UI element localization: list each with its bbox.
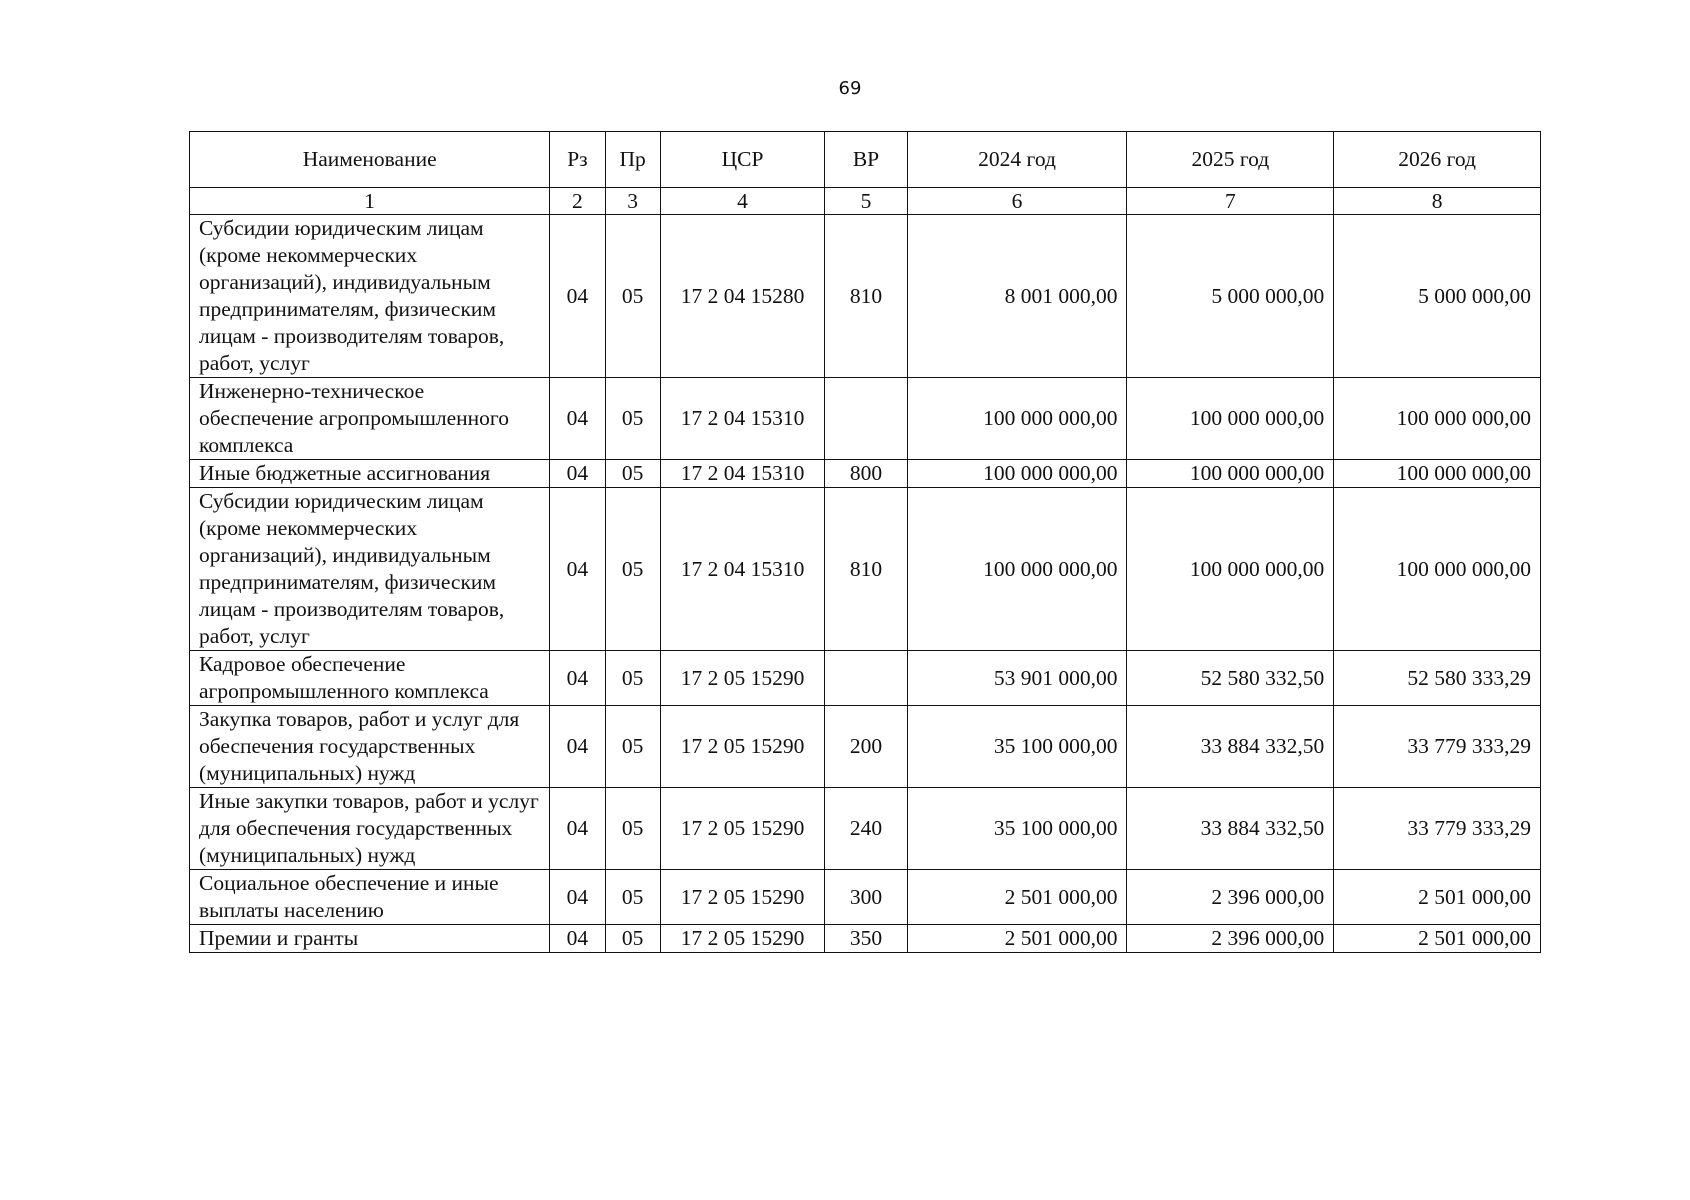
row-pr: 05: [605, 215, 660, 378]
row-name: Закупка товаров, работ и услуг для обеспечения государственных (муниципальных) нужд: [190, 706, 550, 788]
row-csr: 17 2 05 15290: [660, 788, 825, 870]
header-2024: 2024 год: [907, 132, 1127, 188]
row-csr: 17 2 05 15290: [660, 706, 825, 788]
row-2025: 52 580 332,50: [1127, 651, 1334, 706]
row-pr: 05: [605, 460, 660, 488]
table-row: [190, 651, 1541, 706]
column-number: 6: [907, 188, 1127, 215]
row-2024: 2 501 000,00: [907, 870, 1127, 925]
row-vr: [825, 378, 907, 460]
row-2026: 33 779 333,29: [1334, 788, 1541, 870]
row-vr: 300: [825, 870, 907, 925]
column-number: 4: [660, 188, 825, 215]
budget-table: [189, 131, 1541, 953]
row-pr: 05: [605, 488, 660, 651]
table-row: [190, 460, 1541, 488]
row-csr: 17 2 04 15310: [660, 378, 825, 460]
row-2025: 33 884 332,50: [1127, 788, 1334, 870]
row-2025: 100 000 000,00: [1127, 488, 1334, 651]
column-number: 8: [1334, 188, 1541, 215]
row-vr: [825, 651, 907, 706]
row-name: Кадровое обеспечение агропромышленного комплекса: [190, 651, 550, 706]
row-csr: 17 2 04 15280: [660, 215, 825, 378]
row-2026: 100 000 000,00: [1334, 488, 1541, 651]
row-vr: 800: [825, 460, 907, 488]
row-csr: 17 2 05 15290: [660, 925, 825, 953]
row-csr: 17 2 05 15290: [660, 651, 825, 706]
header-name: Наименование: [190, 132, 550, 188]
row-2024: 53 901 000,00: [907, 651, 1127, 706]
header-2025: 2025 год: [1127, 132, 1334, 188]
row-2024: 8 001 000,00: [907, 215, 1127, 378]
row-2024: 100 000 000,00: [907, 378, 1127, 460]
row-2025: 33 884 332,50: [1127, 706, 1334, 788]
header-row: [190, 132, 1541, 188]
row-vr: 350: [825, 925, 907, 953]
column-number-row: [190, 188, 1541, 215]
row-2024: 100 000 000,00: [907, 460, 1127, 488]
column-number: 2: [550, 188, 605, 215]
table-row: [190, 925, 1541, 953]
row-pr: 05: [605, 925, 660, 953]
row-csr: 17 2 04 15310: [660, 488, 825, 651]
row-rz: 04: [550, 925, 605, 953]
row-2025: 2 396 000,00: [1127, 870, 1334, 925]
header-rz: Рз: [550, 132, 605, 188]
column-number: 3: [605, 188, 660, 215]
table-row: [190, 870, 1541, 925]
row-2026: 100 000 000,00: [1334, 378, 1541, 460]
table-row: [190, 788, 1541, 870]
row-2025: 2 396 000,00: [1127, 925, 1334, 953]
row-rz: 04: [550, 651, 605, 706]
row-2025: 100 000 000,00: [1127, 378, 1334, 460]
table-row: [190, 378, 1541, 460]
row-name: Субсидии юридическим лицам (кроме некоммерческих организаций), индивидуальным предпринимателям, физическим лицам - производителям товаров, работ, услуг: [190, 488, 550, 651]
row-csr: 17 2 04 15310: [660, 460, 825, 488]
row-rz: 04: [550, 870, 605, 925]
row-name: Премии и гранты: [190, 925, 550, 953]
row-2026: 33 779 333,29: [1334, 706, 1541, 788]
column-number: 1: [190, 188, 550, 215]
row-2026: 52 580 333,29: [1334, 651, 1541, 706]
row-rz: 04: [550, 378, 605, 460]
header-vr: ВР: [825, 132, 907, 188]
table-row: [190, 488, 1541, 651]
column-number: 7: [1127, 188, 1334, 215]
row-rz: 04: [550, 460, 605, 488]
page-number: 69: [838, 78, 862, 99]
row-2024: 35 100 000,00: [907, 788, 1127, 870]
row-vr: 200: [825, 706, 907, 788]
row-vr: 810: [825, 488, 907, 651]
row-rz: 04: [550, 788, 605, 870]
row-pr: 05: [605, 706, 660, 788]
row-rz: 04: [550, 488, 605, 651]
row-pr: 05: [605, 651, 660, 706]
row-vr: 240: [825, 788, 907, 870]
row-2025: 5 000 000,00: [1127, 215, 1334, 378]
row-2026: 100 000 000,00: [1334, 460, 1541, 488]
row-2026: 2 501 000,00: [1334, 870, 1541, 925]
table-row: [190, 215, 1541, 378]
row-2024: 2 501 000,00: [907, 925, 1127, 953]
row-name: Инженерно-техническое обеспечение агропромышленного комплекса: [190, 378, 550, 460]
header-csr: ЦСР: [660, 132, 825, 188]
row-2026: 5 000 000,00: [1334, 215, 1541, 378]
row-name: Иные бюджетные ассигнования: [190, 460, 550, 488]
row-rz: 04: [550, 706, 605, 788]
row-name: Социальное обеспечение и иные выплаты населению: [190, 870, 550, 925]
row-2024: 100 000 000,00: [907, 488, 1127, 651]
header-2026: 2026 год: [1334, 132, 1541, 188]
row-vr: 810: [825, 215, 907, 378]
row-pr: 05: [605, 870, 660, 925]
table-row: [190, 706, 1541, 788]
row-2024: 35 100 000,00: [907, 706, 1127, 788]
column-number: 5: [825, 188, 907, 215]
row-rz: 04: [550, 215, 605, 378]
header-pr: Пр: [605, 132, 660, 188]
row-pr: 05: [605, 378, 660, 460]
row-2025: 100 000 000,00: [1127, 460, 1334, 488]
row-2026: 2 501 000,00: [1334, 925, 1541, 953]
row-name: Иные закупки товаров, работ и услуг для обеспечения государственных (муниципальных) нужд: [190, 788, 550, 870]
row-pr: 05: [605, 788, 660, 870]
row-name: Субсидии юридическим лицам (кроме некоммерческих организаций), индивидуальным предпринимателям, физическим лицам - производителям товаров, работ, услуг: [190, 215, 550, 378]
row-csr: 17 2 05 15290: [660, 870, 825, 925]
